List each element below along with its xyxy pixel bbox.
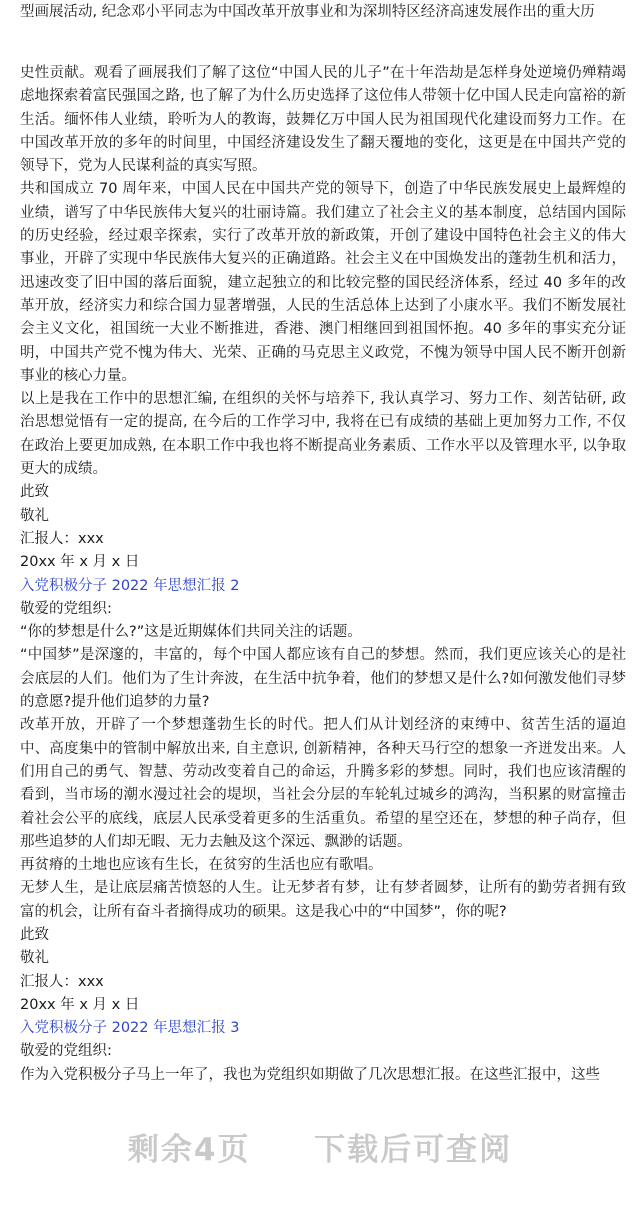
paragraph: 史性贡献。观看了画展我们了解了这位“中国人民的儿子”在十年浩劫是怎样身处逆境仍殚精竭虑地探索着富民强国之路, 也了解了为什么历史选择了这位伟人带领十亿中国人民走向富裕的新生活。缅怀伟人业绩，聆听为人的教诲，鼓舞亿万中国人民为祖国现代化建设而努力工作。在中国改革开放的多年的时间里，中国经济建设发生了翻天覆地的变化，这更是在中国共产党的领导下，党为人民谋利益的真实写照。 [20, 65, 626, 175]
paragraph: 改革开放，开辟了一个梦想蓬勃生长的时代。把人们从计划经济的束缚中、贫苦生活的逼迫中、高度集中的管制中解放出来, 自主意识, 创新精神，各种天马行空的想象一齐迸发出来。人们用自己的勇气、智慧、劳动改变着自己的命运，升腾多彩的梦想。同时，我们也应该清醒的看到，当市场的潮水漫过社会的堤坝，当社会分层的车轮轧过城乡的鸿沟，当积累的财富撞击着社会公平的底线，底层人民承受着更多的生活重负。希望的星空还在，梦想的种子尚存，但那些追梦的人们却无暇、无力去触及这个深远、飘渺的话题。 [20, 717, 626, 850]
paragraph: 汇报人：xxx [20, 530, 104, 547]
preview-footer [0, 1124, 640, 1169]
paragraph: 此致 [20, 484, 49, 501]
remaining-pages-label: 剩余4页 [127, 1132, 251, 1168]
paragraph: 作为入党积极分子马上一年了，我也为党组织如期做了几次思想汇报。在这些汇报中，这些 [20, 1066, 600, 1083]
paragraph: 20xx 年 x 月 x 日 [20, 996, 140, 1013]
paragraph: 敬礼 [20, 507, 49, 524]
paragraph: “你的梦想是什么?”这是近期媒体们共同关注的话题。 [20, 624, 362, 641]
cut-off-line: 型画展活动, 纪念邓小平同志为中国改革开放事业和为深圳特区经济高速发展作出的重大历 [20, 4, 595, 20]
section-title[interactable]: 入党积极分子 2022 年思想汇报 3 [20, 1020, 240, 1037]
download-hint-label: 下载后可查阅 [314, 1132, 513, 1168]
paragraph: 敬爱的党组织: [20, 600, 112, 617]
paragraph: 以上是我在工作中的思想汇编, 在组织的关怀与培养下, 我认真学习、努力工作、刻苦钻研, 政治思想觉悟有一定的提高, 在今后的工作学习中, 我将在已有成绩的基础上更加努力工作, 不仅在政治上要更加成熟, 在本职工作中我也将不断提高业务素质、工作水平以及管理水平, 以争取更大的成绩。 [20, 391, 626, 478]
paragraph: 此致 [20, 926, 49, 943]
paragraph: 敬礼 [20, 950, 49, 967]
paragraph: 无梦人生，是让底层痛苦愤怒的人生。让无梦者有梦，让有梦者圆梦，让所有的勤劳者拥有致富的机会，让所有奋斗者摘得成功的硕果。这是我心中的“中国梦”，你的呢? [20, 880, 626, 920]
paragraph: 敬爱的党组织: [20, 1043, 112, 1060]
paragraph: 再贫瘠的土地也应该有生长，在贫穷的生活也应有歌唱。 [20, 857, 383, 874]
paragraph: 汇报人：xxx [20, 973, 104, 990]
document-body [20, 62, 626, 1087]
paragraph: “中国梦”是深邃的，丰富的，每个中国人都应该有自己的梦想。然而，我们更应该关心的是社会底层的人们。他们为了生计奔波，在生活中抗争着，他们的梦想又是什么?如何激发他们寻梦的意愿?提升他们追梦的力量? [20, 647, 626, 711]
paragraph: 20xx 年 x 月 x 日 [20, 554, 140, 571]
paragraph: 共和国成立 70 周年来，中国人民在中国共产党的领导下，创造了中华民族发展史上最辉煌的业绩，谱写了中华民族伟大复兴的壮丽诗篇。我们建立了社会主义的基本制度，总结国内国际的历史经验，经过艰辛探索，实行了改革开放的新政策，开创了建设中国特色社会主义的伟大事业，开辟了实现中华民族伟大复兴的正确道路。社会主义在中国焕发出的蓬勃生机和活力，迅速改变了旧中国的落后面貌，建立起独立的和比较完整的国民经济体系，经过 40 多年的改革开放，经济实力和综合国力显著增强，人民的生活总体上达到了小康水平。我们不断发展社会主义文化，祖国统一大业不断推进，香港、澳门相继回到祖国怀抱。40 多年的事实充分证明，中国共产党不愧为伟大、光荣、正确的马克思主义政党，不愧为领导中国人民不断开创新事业的核心力量。 [20, 181, 626, 384]
section-title[interactable]: 入党积极分子 2022 年思想汇报 2 [20, 577, 240, 594]
